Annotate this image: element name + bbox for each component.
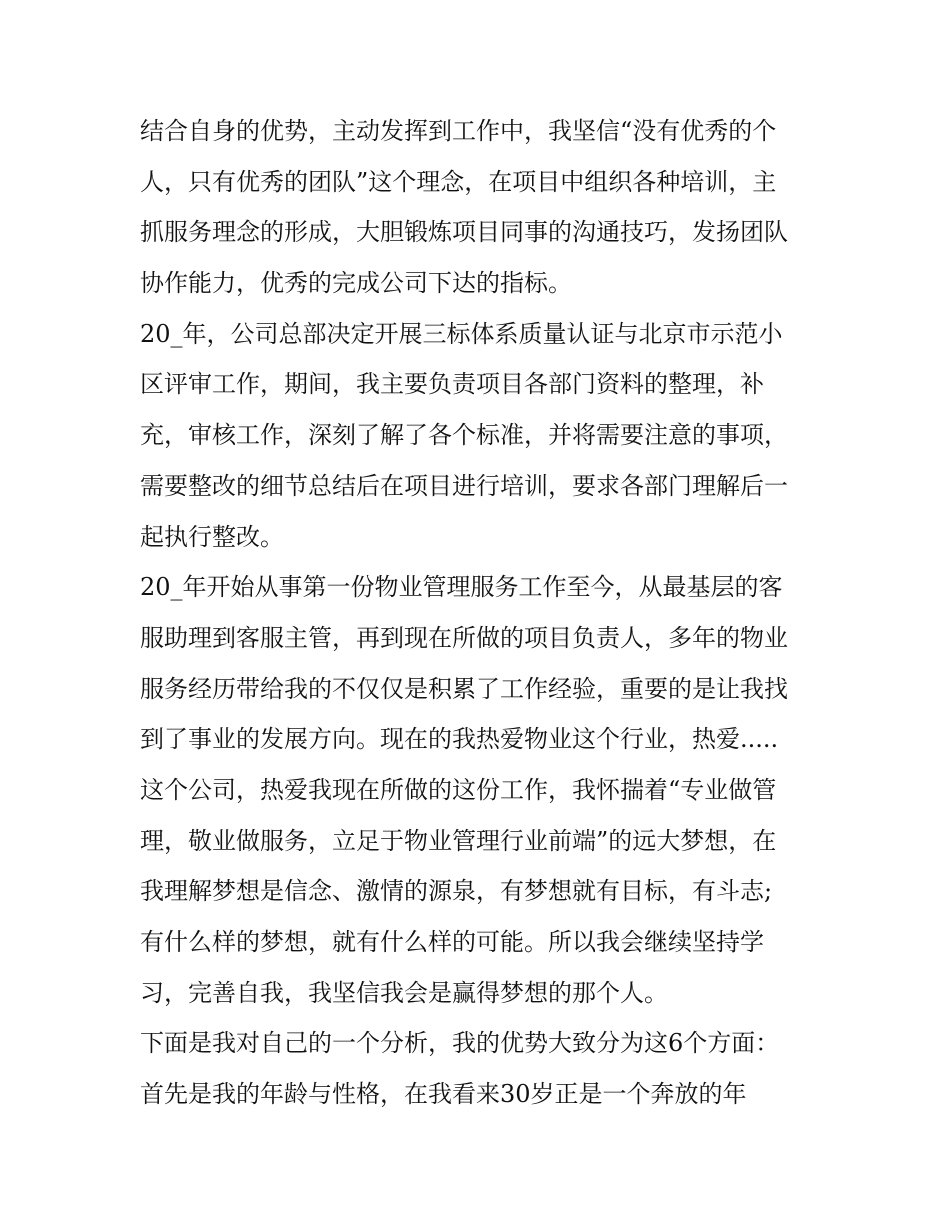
text-line-3: 抓服务理念的形成，大胆锻炼项目同事的沟通技巧，发扬团队	[140, 218, 788, 247]
text-line-18: 习，完善自我，我坚信我会是赢得梦想的那个人。	[140, 978, 668, 1007]
document-body	[140, 106, 830, 1120]
text-line-14: 这个公司，热爱我现在所做的这份工作，我怀揣着“专业做管	[140, 775, 777, 804]
text-line-9: 起执行整改。	[140, 522, 284, 551]
text-line-1: 结合自身的优势，主动发挥到工作中，我坚信“没有优秀的个	[140, 117, 777, 145]
text-line-20: 首先是我的年龄与性格，在我看来30岁正是一个奔放的年	[140, 1080, 747, 1109]
text-line-6: 区评审工作，期间，我主要负责项目各部门资料的整理，补	[140, 370, 764, 399]
text-line-2: 人，只有优秀的团队”这个理念，在项目中组织各种培训，主	[140, 167, 777, 196]
text-line-12: 服务经历带给我的不仅仅是积累了工作经验，重要的是让我找	[140, 674, 788, 703]
text-line-7: 充，审核工作，深刻了解了各个标准，并将需要注意的事项，	[140, 421, 788, 450]
text-line-11: 服助理到客服主管，再到现在所做的项目负责人，多年的物业	[140, 623, 788, 652]
text-line-13: 到了事业的发展方向。现在的我热爱物业这个行业，热爱.....	[140, 725, 779, 754]
text-line-4: 协作能力，优秀的完成公司下达的指标。	[140, 269, 572, 298]
text-line-15: 理，敬业做服务，立足于物业管理行业前端”的远大梦想，在	[140, 826, 777, 855]
text-line-17: 有什么样的梦想，就有什么样的可能。所以我会继续坚持学	[140, 928, 764, 956]
text-line-16: 我理解梦想是信念、激情的源泉，有梦想就有目标，有斗志;	[140, 877, 773, 906]
text-line-8: 需要整改的细节总结后在项目进行培训，要求各部门理解后一	[140, 471, 788, 500]
text-line-10: 20_年开始从事第一份物业管理服务工作至今，从最基层的客	[140, 573, 783, 602]
text-line-5: 20_年，公司总部决定开展三标体系质量认证与北京市示范小	[140, 319, 783, 348]
text-line-19: 下面是我对自己的一个分析，我的优势大致分为这6个方面：	[140, 1029, 780, 1058]
